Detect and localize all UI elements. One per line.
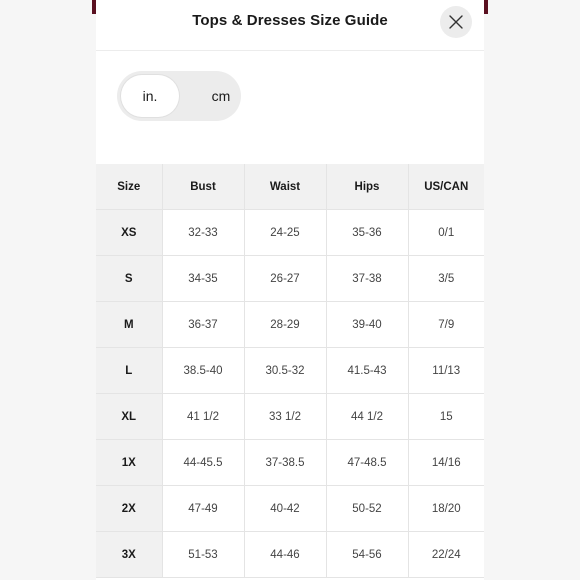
bust-cell: 34-35: [162, 256, 244, 302]
bust-cell: 51-53: [162, 532, 244, 578]
modal-header: [96, 0, 484, 51]
size-cell: 2X: [96, 486, 162, 532]
size-cell: 3X: [96, 532, 162, 578]
unit-option-in[interactable]: in.: [121, 75, 179, 117]
waist-cell: 40-42: [244, 486, 326, 532]
size-guide-modal: [96, 0, 484, 580]
close-icon: [449, 15, 463, 29]
hips-cell: 54-56: [326, 532, 408, 578]
bust-cell: 47-49: [162, 486, 244, 532]
waist-cell: 44-46: [244, 532, 326, 578]
hips-cell: 39-40: [326, 302, 408, 348]
modal-title: Tops & Dresses Size Guide: [192, 12, 388, 29]
waist-cell: 26-27: [244, 256, 326, 302]
unit-toggle: [117, 71, 241, 121]
us-can-cell: 0/1: [408, 210, 484, 256]
waist-cell: 33 1/2: [244, 394, 326, 440]
hips-cell: 37-38: [326, 256, 408, 302]
us-can-cell: 11/13: [408, 348, 484, 394]
hips-cell: 47-48.5: [326, 440, 408, 486]
table-row: [96, 440, 484, 486]
waist-cell: 28-29: [244, 302, 326, 348]
hips-cell: 44 1/2: [326, 394, 408, 440]
column-header-us-can: US/CAN: [408, 164, 484, 210]
us-can-cell: 14/16: [408, 440, 484, 486]
size-cell: L: [96, 348, 162, 394]
column-header-bust: Bust: [162, 164, 244, 210]
size-cell: XS: [96, 210, 162, 256]
hips-cell: 35-36: [326, 210, 408, 256]
bust-cell: 38.5-40: [162, 348, 244, 394]
us-can-cell: 15: [408, 394, 484, 440]
bust-cell: 36-37: [162, 302, 244, 348]
hips-cell: 41.5-43: [326, 348, 408, 394]
size-table: [96, 164, 484, 578]
column-header-size: Size: [96, 164, 162, 210]
close-button[interactable]: [440, 6, 472, 38]
unit-option-cm[interactable]: cm: [211, 88, 231, 104]
table-row: [96, 302, 484, 348]
table-header-row: [96, 164, 484, 210]
waist-cell: 37-38.5: [244, 440, 326, 486]
column-header-waist: Waist: [244, 164, 326, 210]
table-row: [96, 394, 484, 440]
size-cell: 1X: [96, 440, 162, 486]
size-cell: S: [96, 256, 162, 302]
table-row: [96, 348, 484, 394]
size-cell: M: [96, 302, 162, 348]
size-cell: XL: [96, 394, 162, 440]
us-can-cell: 7/9: [408, 302, 484, 348]
table-row: [96, 486, 484, 532]
bust-cell: 32-33: [162, 210, 244, 256]
us-can-cell: 22/24: [408, 532, 484, 578]
waist-cell: 24-25: [244, 210, 326, 256]
bust-cell: 44-45.5: [162, 440, 244, 486]
waist-cell: 30.5-32: [244, 348, 326, 394]
us-can-cell: 3/5: [408, 256, 484, 302]
bust-cell: 41 1/2: [162, 394, 244, 440]
table-row: [96, 532, 484, 578]
hips-cell: 50-52: [326, 486, 408, 532]
column-header-hips: Hips: [326, 164, 408, 210]
us-can-cell: 18/20: [408, 486, 484, 532]
table-row: [96, 210, 484, 256]
table-row: [96, 256, 484, 302]
